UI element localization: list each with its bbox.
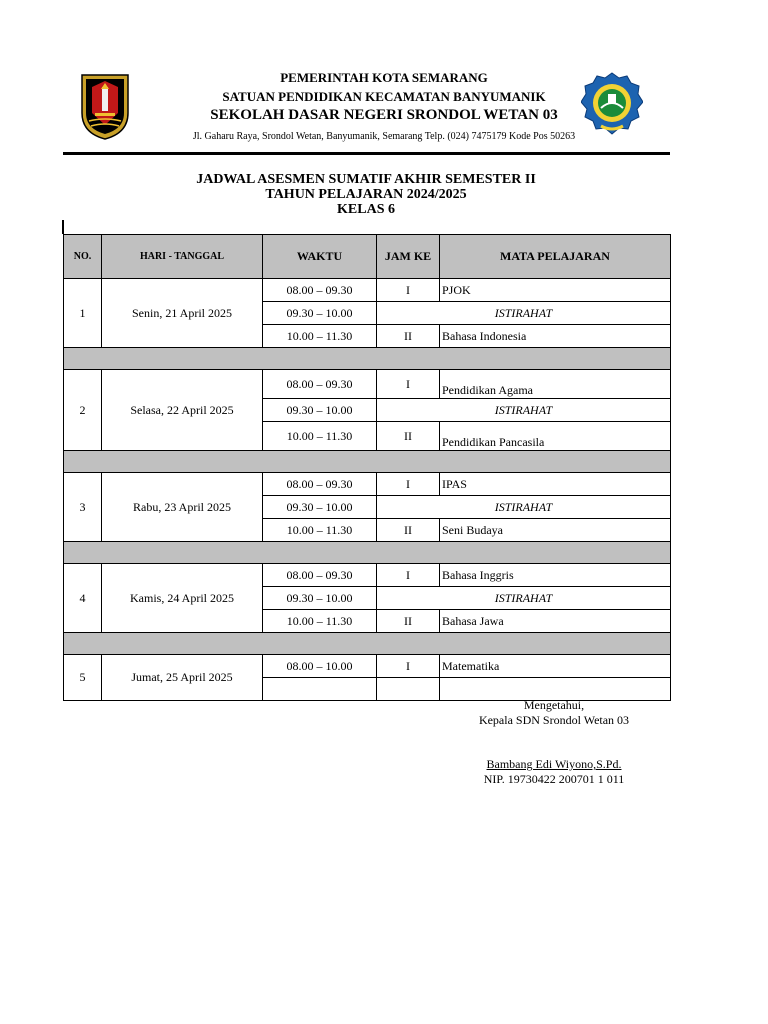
col-header-session: JAM KE — [377, 235, 440, 279]
time-cell: 10.00 – 11.30 — [263, 610, 377, 633]
time-cell — [263, 678, 377, 701]
schedule-table — [63, 234, 671, 701]
subject-cell: Matematika — [440, 655, 671, 678]
time-cell: 10.00 – 11.30 — [263, 325, 377, 348]
time-cell: 08.00 – 09.30 — [263, 279, 377, 302]
col-header-no: NO. — [64, 235, 102, 279]
document-title: JADWAL ASESMEN SUMATIF AKHIR SEMESTER II — [196, 172, 536, 187]
break-cell: ISTIRAHAT — [377, 496, 671, 519]
time-cell: 08.00 – 09.30 — [263, 473, 377, 496]
time-cell: 08.00 – 10.00 — [263, 655, 377, 678]
time-cell: 10.00 – 11.30 — [263, 519, 377, 542]
class-label: KELAS 6 — [337, 202, 395, 217]
header-education-unit: SATUAN PENDIDIKAN KECAMATAN BANYUMANIK — [222, 89, 546, 104]
acknowledgement-label: Mengetahui, — [523, 698, 585, 712]
col-header-date: HARI - TANGGAL — [102, 235, 263, 279]
col-header-subject: MATA PELAJARAN — [440, 235, 671, 279]
principal-name: Bambang Edi Wiyono,S.Pd. — [486, 757, 622, 771]
table-row — [64, 655, 671, 678]
header-divider — [63, 152, 670, 155]
col-header-time: WAKTU — [263, 235, 377, 279]
header-address: Jl. Gaharu Raya, Srondol Wetan, Banyumanik, Semarang Telp. (024) 7475179 Kode Pos 50263 — [192, 131, 576, 142]
separator-row — [64, 451, 671, 473]
day-date: Senin, 21 April 2025 — [102, 279, 263, 348]
day-number: 1 — [64, 279, 102, 348]
table-row — [64, 564, 671, 587]
time-cell: 09.30 – 10.00 — [263, 302, 377, 325]
table-header-row — [64, 235, 671, 279]
separator-row — [64, 348, 671, 370]
day-number: 5 — [64, 655, 102, 701]
subject-cell: Bahasa Inggris — [440, 564, 671, 587]
day-number: 2 — [64, 370, 102, 451]
subject-cell: Pendidikan Agama — [440, 370, 671, 399]
day-number: 3 — [64, 473, 102, 542]
session-cell: II — [377, 422, 440, 451]
separator-row — [64, 633, 671, 655]
day-number: 4 — [64, 564, 102, 633]
subject-cell: IPAS — [440, 473, 671, 496]
subject-cell: Bahasa Indonesia — [440, 325, 671, 348]
subject-cell: Seni Budaya — [440, 519, 671, 542]
time-cell: 10.00 – 11.30 — [263, 422, 377, 451]
day-date: Jumat, 25 April 2025 — [102, 655, 263, 701]
day-date: Kamis, 24 April 2025 — [102, 564, 263, 633]
session-cell: II — [377, 325, 440, 348]
time-cell: 09.30 – 10.00 — [263, 587, 377, 610]
header-government: PEMERINTAH KOTA SEMARANG — [280, 70, 488, 85]
break-cell: ISTIRAHAT — [377, 399, 671, 422]
session-cell: II — [377, 610, 440, 633]
subject-cell: PJOK — [440, 279, 671, 302]
session-cell: I — [377, 279, 440, 302]
day-date: Rabu, 23 April 2025 — [102, 473, 263, 542]
table-row — [64, 279, 671, 302]
text-cursor — [62, 220, 64, 234]
academic-year: TAHUN PELAJARAN 2024/2025 — [265, 187, 467, 202]
break-cell: ISTIRAHAT — [377, 587, 671, 610]
time-cell: 09.30 – 10.00 — [263, 399, 377, 422]
header-school-name: SEKOLAH DASAR NEGERI SRONDOL WETAN 03 — [210, 107, 558, 123]
subject-cell: Bahasa Jawa — [440, 610, 671, 633]
session-cell: I — [377, 564, 440, 587]
session-cell: I — [377, 655, 440, 678]
table-row — [64, 370, 671, 399]
session-cell: I — [377, 370, 440, 399]
day-date: Selasa, 22 April 2025 — [102, 370, 263, 451]
break-cell: ISTIRAHAT — [377, 302, 671, 325]
time-cell: 08.00 – 09.30 — [263, 370, 377, 399]
session-cell — [377, 678, 440, 701]
time-cell: 09.30 – 10.00 — [263, 496, 377, 519]
principal-nip: NIP. 19730422 200701 1 011 — [483, 772, 625, 786]
session-cell: II — [377, 519, 440, 542]
principal-title: Kepala SDN Srondol Wetan 03 — [478, 713, 630, 727]
subject-cell: Pendidikan Pancasila — [440, 422, 671, 451]
separator-row — [64, 542, 671, 564]
session-cell: I — [377, 473, 440, 496]
table-row — [64, 473, 671, 496]
time-cell: 08.00 – 09.30 — [263, 564, 377, 587]
